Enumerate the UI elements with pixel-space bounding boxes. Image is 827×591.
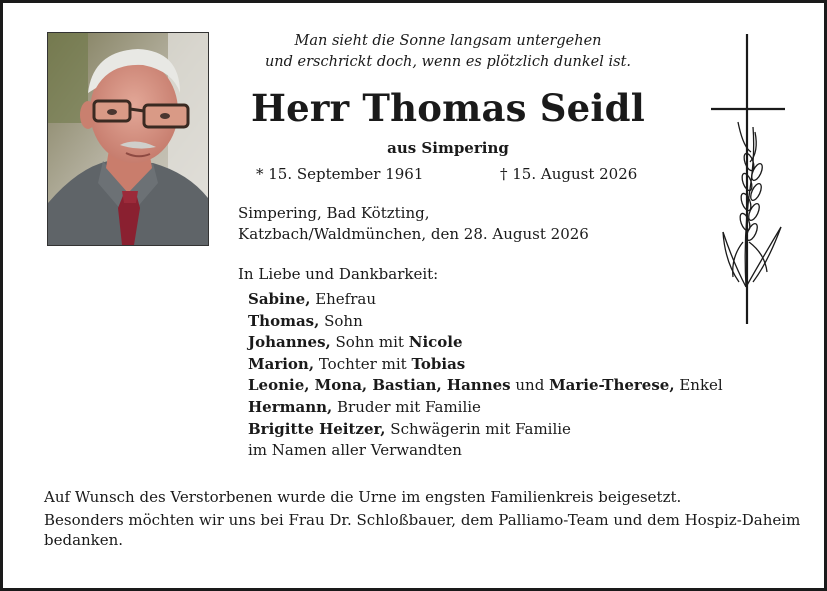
- birth-date: * 15. September 1961: [256, 165, 424, 183]
- origin-line: aus Simpering: [387, 139, 509, 157]
- portrait-photo: [47, 32, 209, 246]
- mourner-row: Sabine, Ehefrau: [248, 290, 377, 308]
- mourner-row: im Namen aller Verwandten: [248, 441, 462, 460]
- mourner-row: Brigitte Heitzer, Schwägerin mit Familie: [248, 419, 571, 438]
- death-date: † 15. August 2026: [500, 165, 638, 183]
- footer-line-2: Besonders möchten wir uns bei Frau Dr. Schloßbauer, dem Palliamo-Team und dem Hospiz-Daheim bedanken.: [44, 511, 801, 549]
- mourner-row: Johannes, Sohn mit Nicole: [248, 333, 463, 352]
- motto-line-1: Man sieht die Sonne langsam untergehen: [294, 33, 602, 49]
- mourner-row: Thomas, Sohn: [248, 311, 363, 330]
- mourners-list: [248, 289, 723, 462]
- motto-line-2: und erschrickt doch, wenn es plötzlich dunkel ist.: [264, 54, 632, 70]
- mourner-row: Marion, Tochter mit Tobias: [248, 354, 466, 373]
- mourner-row: Hermann, Bruder mit Familie: [248, 397, 481, 416]
- mourner-row: Leonie, Mona, Bastian, Hannes und Marie-Therese, Enkel: [248, 376, 723, 395]
- place-line-2: Katzbach/Waldmünchen, den 28. August 2026: [238, 225, 589, 243]
- footer-line-1: Auf Wunsch des Verstorbenen wurde die Urne im engsten Familienkreis beigesetzt.: [44, 488, 682, 506]
- place-line-1: Simpering, Bad Kötzting,: [238, 204, 430, 222]
- cross-with-wheat-icon: [703, 32, 793, 332]
- deceased-name: Herr Thomas Seidl: [251, 86, 645, 130]
- love-intro: In Liebe und Dankbarkeit:: [238, 265, 439, 283]
